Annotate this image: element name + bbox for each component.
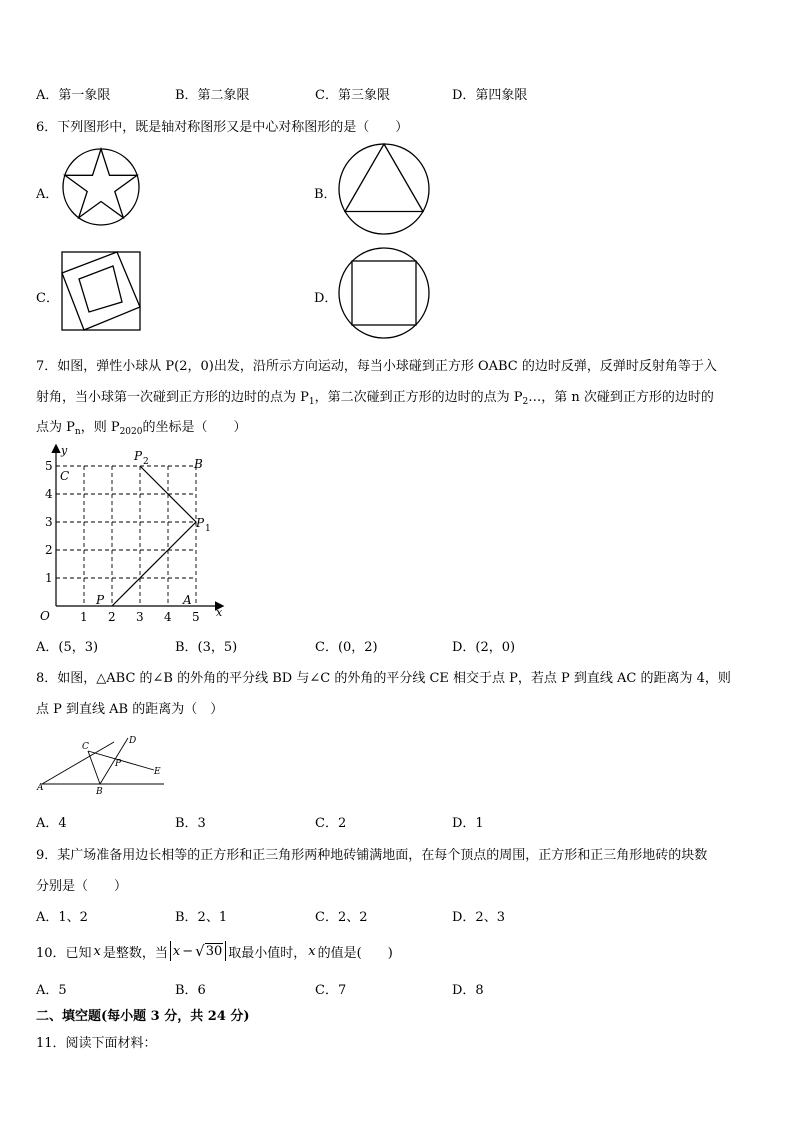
q9-option-d[interactable]: D．2、3 (452, 910, 505, 925)
q7-line2-b: ，第二次碰到正方形的边时的点为 P (314, 390, 523, 405)
ball-path (112, 466, 196, 606)
x-tick-4: 4 (164, 610, 172, 624)
q7-option-a[interactable]: A．(5，3) (36, 640, 99, 655)
q7-stem-line3 (36, 416, 247, 437)
y-tick-1: 1 (45, 571, 53, 585)
q6-label-b[interactable]: B． (314, 187, 337, 202)
x-axis-label: x (216, 606, 223, 619)
point-p1-label: P (196, 516, 205, 530)
fig8-label-b: B (96, 787, 103, 797)
q8-stem-line1: 8．如图，△ABC 的∠B 的外角的平分线 BD 与∠C 的外角的平分线 CE 相交于点 P，若点 P 到直线 AC 的距离为 4，则 (36, 671, 731, 686)
circle-triangle-figure (337, 142, 431, 236)
q5-option-c[interactable]: C．第三象限 (315, 88, 390, 103)
y-tick-3: 3 (45, 515, 53, 529)
grid-lines (56, 466, 196, 606)
point-p2-label: P (134, 449, 143, 463)
fig8-label-e: E (154, 767, 161, 777)
q7-line3-a: 点为 P (36, 420, 75, 435)
q10-stem-d: 的值是( ) (317, 945, 393, 961)
q10-option-c[interactable]: C．7 (315, 983, 347, 998)
q7-line2-c: …，第 n 次碰到正方形的边时的 (528, 390, 714, 405)
q7-stem-line2 (36, 386, 714, 407)
q10-var-x2: x (308, 943, 316, 959)
q10-var-x: x (93, 943, 101, 959)
q8-option-a[interactable]: A．4 (36, 816, 67, 831)
q5-option-a[interactable]: A．第一象限 (36, 88, 111, 103)
q10-abs-x: x (172, 943, 181, 959)
q10-abs-minus: − (182, 943, 194, 959)
q7-option-d[interactable]: D．(2，0) (452, 640, 516, 655)
q10-stem (36, 941, 393, 961)
y-tick-4: 4 (45, 487, 53, 501)
x-tick-3: 3 (136, 610, 144, 624)
x-tick-5: 5 (192, 610, 200, 624)
point-p2-sub: 2 (143, 457, 149, 467)
q9-option-a[interactable]: A．1、2 (36, 910, 88, 925)
point-a-label: A (183, 593, 192, 607)
q7-line2-a: 射角，当小球第一次碰到正方形的边时的点为 P (36, 390, 309, 405)
q7-line3-c: 的坐标是（ ） (142, 420, 247, 435)
q7-sub-n: n (74, 427, 81, 437)
q10-option-a[interactable]: A．5 (36, 983, 67, 998)
q10-abs-rad: 30 (205, 944, 223, 959)
q8-option-c[interactable]: C．2 (315, 816, 347, 831)
sqrt-icon: √ (195, 942, 205, 960)
q8-stem-line2: 点 P 到直线 AB 的距离为（ ） (36, 702, 224, 717)
q6-stem: 6．下列图形中，既是轴对称图形又是中心对称图形的是（ ） (36, 120, 409, 135)
point-c-label: C (60, 469, 70, 483)
q9-stem-line1: 9．某广场准备用边长相等的正方形和正三角形两种地砖铺满地面，在每个顶点的周围，正方形和正三角形地砖的块数 (36, 848, 708, 863)
q7-option-c[interactable]: C．(0，2) (315, 640, 378, 655)
q6-label-c[interactable]: C． (36, 291, 59, 306)
circle-star-figure (60, 146, 142, 228)
fig8-label-a: A (37, 783, 44, 793)
q7-sub1: 1 (308, 397, 315, 407)
fig8-label-c: C (82, 742, 89, 752)
q11-stem: 11．阅读下面材料： (36, 1036, 157, 1051)
q8-option-d[interactable]: D．1 (452, 816, 484, 831)
q8-option-b[interactable]: B．3 (175, 816, 206, 831)
fig8-label-d: D (129, 736, 137, 746)
y-axis-label: y (61, 444, 68, 457)
q5-option-b[interactable]: B．第二象限 (175, 88, 250, 103)
point-p1-sub: 1 (205, 524, 211, 534)
q10-option-b[interactable]: B．6 (175, 983, 206, 998)
q9-stem-line2: 分别是（ ） (36, 879, 128, 894)
q10-abs-expression (170, 941, 226, 961)
q5-option-d[interactable]: D．第四象限 (452, 88, 528, 103)
x-tick-1: 1 (80, 610, 88, 624)
square-in-square-figure (60, 250, 142, 332)
q8-triangle-figure (36, 728, 176, 798)
q10-stem-a: 10．已知 (36, 945, 92, 961)
x-tick-2: 2 (108, 610, 116, 624)
q6-label-d[interactable]: D． (314, 291, 338, 306)
q7-stem-line1: 7．如图，弹性小球从 P(2，0)出发，沿所示方向运动，每当小球碰到正方形 OABC 的边时反弹，反弹时反射角等于入 (36, 359, 717, 374)
circle-square-figure (337, 246, 431, 340)
origin-label: O (40, 609, 50, 623)
q7-line3-b: ，则 P (80, 420, 120, 435)
q10-option-d[interactable]: D．8 (452, 983, 484, 998)
y-tick-2: 2 (45, 543, 53, 557)
q7-option-b[interactable]: B．(3，5) (175, 640, 238, 655)
point-p-label: P (96, 593, 105, 607)
q9-option-c[interactable]: C．2、2 (315, 910, 368, 925)
q7-sub-2020: 2020 (119, 427, 143, 437)
q7-sub2: 2 (522, 397, 529, 407)
q10-stem-c: 取最小值时， (228, 945, 307, 961)
q6-label-a[interactable]: A． (36, 187, 59, 202)
fig8-label-p: P (115, 759, 122, 769)
q7-coordinate-graph (36, 440, 236, 626)
section2-title: 二、填空题(每小题 3 分，共 24 分) (36, 1009, 250, 1024)
q10-stem-b: 是整数，当 (102, 945, 168, 961)
q9-option-b[interactable]: B．2、1 (175, 910, 228, 925)
y-tick-5: 5 (45, 459, 53, 473)
point-b-label: B (194, 457, 203, 471)
